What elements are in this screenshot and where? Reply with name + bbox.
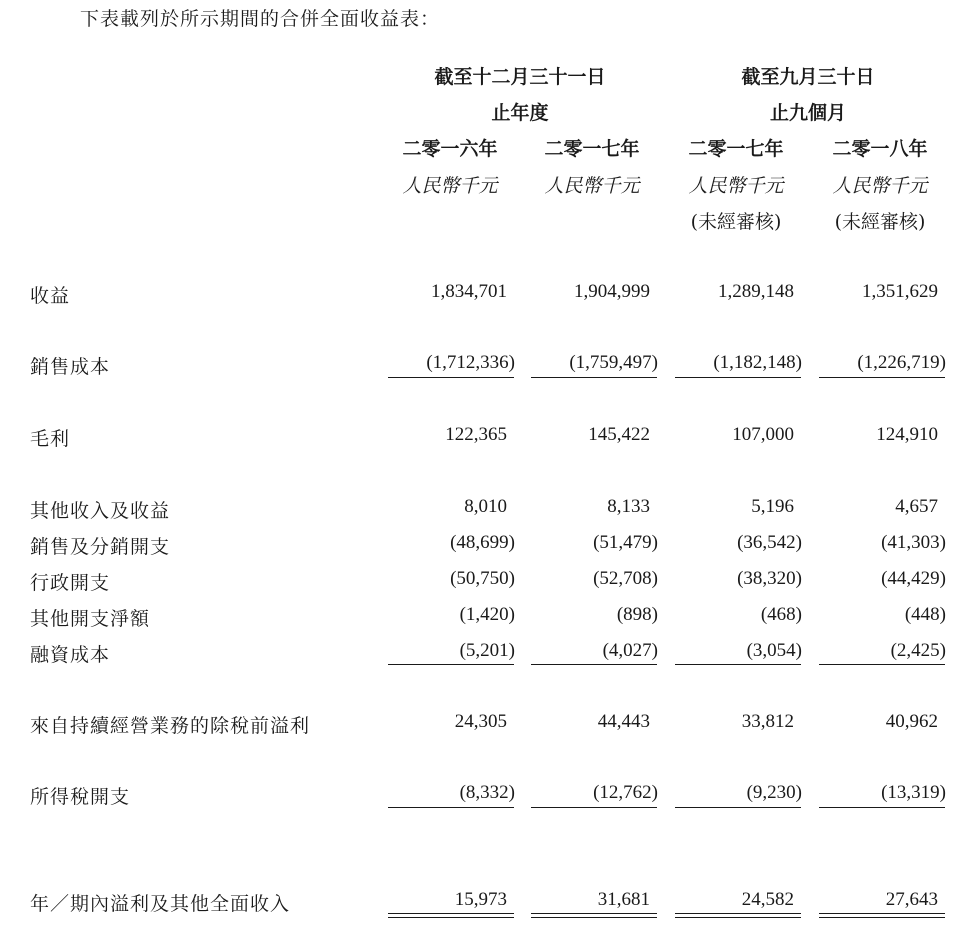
other-income-value-3: 5,196 <box>751 496 794 517</box>
profit-before-tax-value-2: 44,443 <box>597 711 650 732</box>
admin-expenses-value-2: (52,708) <box>593 568 658 589</box>
intro-text: 下表載列於所示期間的合併全面收益表： <box>80 8 441 30</box>
gross-profit-value-4: 124,910 <box>876 424 938 445</box>
income-tax-underline-3 <box>675 807 801 808</box>
gross-profit-value-2: 145,422 <box>588 424 650 445</box>
finance-costs-value-3: (3,054) <box>746 640 802 661</box>
cost-of-sales-underline-4 <box>819 377 945 378</box>
admin-expenses-value-3: (38,320) <box>737 568 802 589</box>
income-tax-value-2: (12,762) <box>593 782 658 803</box>
selling-expenses-value-4: (41,303) <box>881 532 946 553</box>
revenue-value-1: 1,834,701 <box>431 281 507 302</box>
year-header-1: 二零一六年 <box>402 138 498 160</box>
row-label-cost-of-sales: 銷售成本 <box>30 356 111 378</box>
revenue-value-2: 1,904,999 <box>574 281 650 302</box>
row-label-other-expenses: 其他開支淨額 <box>30 608 151 630</box>
income-tax-value-1: (8,332) <box>459 782 515 803</box>
row-label-revenue: 收益 <box>30 285 71 307</box>
finance-costs-underline-1 <box>388 664 514 665</box>
total-income-double-underline-2 <box>531 913 657 918</box>
finance-costs-value-1: (5,201) <box>459 640 515 661</box>
finance-costs-underline-4 <box>819 664 945 665</box>
currency-header-4: 人民幣千元 <box>832 175 928 197</box>
cost-of-sales-value-2: (1,759,497) <box>569 352 658 373</box>
revenue-value-3: 1,289,148 <box>718 281 794 302</box>
income-tax-underline-1 <box>388 807 514 808</box>
header-year-ended-line2: 止年度 <box>491 102 549 124</box>
finance-costs-underline-3 <box>675 664 801 665</box>
total-income-double-underline-3 <box>675 913 801 918</box>
income-tax-underline-4 <box>819 807 945 808</box>
other-income-value-2: 8,133 <box>607 496 650 517</box>
cost-of-sales-underline-3 <box>675 377 801 378</box>
row-label-admin-expenses: 行政開支 <box>30 572 111 594</box>
header-nine-months-line1: 截至九月三十日 <box>741 66 875 88</box>
unaudited-note-1: (未經審核) <box>690 211 782 233</box>
total-income-value-1: 15,973 <box>454 889 507 910</box>
cost-of-sales-value-1: (1,712,336) <box>426 352 515 373</box>
cost-of-sales-value-4: (1,226,719) <box>857 352 946 373</box>
selling-expenses-value-1: (48,699) <box>450 532 515 553</box>
other-income-value-4: 4,657 <box>895 496 938 517</box>
row-label-other-income: 其他收入及收益 <box>30 500 171 522</box>
row-label-income-tax: 所得稅開支 <box>30 786 131 808</box>
other-expenses-value-4: (448) <box>904 604 946 625</box>
other-income-value-1: 8,010 <box>464 496 507 517</box>
gross-profit-value-3: 107,000 <box>732 424 794 445</box>
cost-of-sales-underline-1 <box>388 377 514 378</box>
row-label-selling-expenses: 銷售及分銷開支 <box>30 536 171 558</box>
selling-expenses-value-2: (51,479) <box>593 532 658 553</box>
profit-before-tax-value-1: 24,305 <box>454 711 507 732</box>
other-expenses-value-3: (468) <box>760 604 802 625</box>
header-year-ended-line1: 截至十二月三十一日 <box>434 66 606 88</box>
currency-header-3: 人民幣千元 <box>688 175 784 197</box>
total-income-double-underline-1 <box>388 913 514 918</box>
total-income-double-underline-4 <box>819 913 945 918</box>
other-expenses-value-1: (1,420) <box>459 604 515 625</box>
total-income-value-2: 31,681 <box>597 889 650 910</box>
row-label-profit-before-tax: 來自持續經營業務的除稅前溢利 <box>30 715 311 737</box>
cost-of-sales-value-3: (1,182,148) <box>713 352 802 373</box>
row-label-gross-profit: 毛利 <box>30 428 71 450</box>
year-header-3: 二零一七年 <box>688 138 784 160</box>
year-header-4: 二零一八年 <box>832 138 928 160</box>
profit-before-tax-value-3: 33,812 <box>741 711 794 732</box>
currency-header-2: 人民幣千元 <box>544 175 640 197</box>
header-nine-months-line2: 止九個月 <box>769 102 846 124</box>
finance-costs-value-2: (4,027) <box>602 640 658 661</box>
income-tax-underline-2 <box>531 807 657 808</box>
row-label-finance-costs: 融資成本 <box>30 644 111 666</box>
row-label-total-comprehensive-income: 年／期內溢利及其他全面收入 <box>30 893 291 915</box>
selling-expenses-value-3: (36,542) <box>737 532 802 553</box>
cost-of-sales-underline-2 <box>531 377 657 378</box>
other-expenses-value-2: (898) <box>616 604 658 625</box>
profit-before-tax-value-4: 40,962 <box>885 711 938 732</box>
gross-profit-value-1: 122,365 <box>445 424 507 445</box>
admin-expenses-value-4: (44,429) <box>881 568 946 589</box>
finance-costs-underline-2 <box>531 664 657 665</box>
total-income-value-4: 27,643 <box>885 889 938 910</box>
admin-expenses-value-1: (50,750) <box>450 568 515 589</box>
unaudited-note-2: (未經審核) <box>834 211 926 233</box>
currency-header-1: 人民幣千元 <box>402 175 498 197</box>
income-tax-value-4: (13,319) <box>881 782 946 803</box>
finance-costs-value-4: (2,425) <box>890 640 946 661</box>
income-tax-value-3: (9,230) <box>746 782 802 803</box>
revenue-value-4: 1,351,629 <box>862 281 938 302</box>
year-header-2: 二零一七年 <box>544 138 640 160</box>
total-income-value-3: 24,582 <box>741 889 794 910</box>
